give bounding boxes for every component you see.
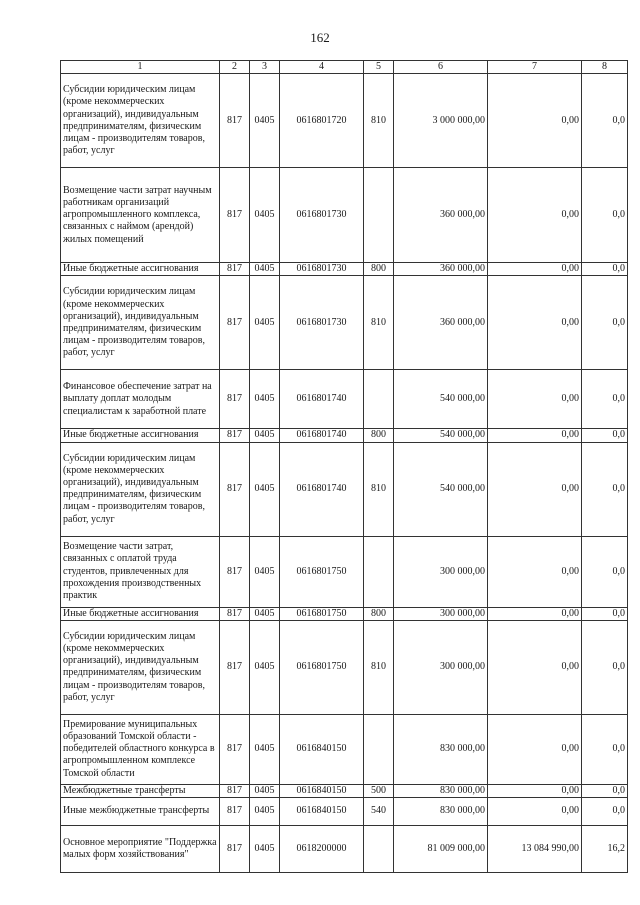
cell-admin-code: 817	[220, 714, 250, 784]
table-row	[61, 536, 628, 607]
cell-section-code: 0405	[250, 263, 280, 276]
cell-target-article: 0616801730	[280, 263, 364, 276]
column-header: 3	[250, 61, 280, 74]
cell-percent: 0,0	[582, 370, 628, 429]
row-name: Межбюджетные трансферты	[61, 784, 220, 797]
cell-section-code: 0405	[250, 370, 280, 429]
cell-expense-type	[364, 536, 394, 607]
page-number: 162	[310, 30, 330, 45]
cell-admin-code: 817	[220, 168, 250, 263]
cell-section-code: 0405	[250, 826, 280, 873]
table-row	[61, 370, 628, 429]
cell-admin-code: 817	[220, 607, 250, 620]
cell-percent: 0,0	[582, 263, 628, 276]
cell-actual-amount: 0,00	[488, 620, 582, 714]
cell-planned-amount: 540 000,00	[394, 442, 488, 536]
cell-expense-type: 810	[364, 276, 394, 370]
column-header: 6	[394, 61, 488, 74]
cell-section-code: 0405	[250, 429, 280, 442]
cell-target-article: 0616840150	[280, 798, 364, 826]
cell-target-article: 0616801740	[280, 370, 364, 429]
cell-section-code: 0405	[250, 798, 280, 826]
cell-section-code: 0405	[250, 714, 280, 784]
cell-actual-amount: 0,00	[488, 714, 582, 784]
cell-planned-amount: 81 009 000,00	[394, 826, 488, 873]
cell-expense-type: 800	[364, 607, 394, 620]
row-name: Возмещение части затрат, связанных с оплатой труда студентов, привлеченных для прохождения производственных практик	[61, 536, 220, 607]
budget-table	[60, 60, 628, 873]
cell-admin-code: 817	[220, 798, 250, 826]
table-row	[61, 74, 628, 168]
cell-target-article: 0618200000	[280, 826, 364, 873]
cell-planned-amount: 300 000,00	[394, 536, 488, 607]
cell-admin-code: 817	[220, 536, 250, 607]
cell-actual-amount: 0,00	[488, 370, 582, 429]
table-row	[61, 442, 628, 536]
cell-planned-amount: 830 000,00	[394, 784, 488, 797]
cell-expense-type	[364, 826, 394, 873]
cell-expense-type	[364, 370, 394, 429]
row-name: Возмещение части затрат научным работникам организаций агропромышленного комплекса, связанных с наймом (арендой) жилых помещений	[61, 168, 220, 263]
cell-planned-amount: 830 000,00	[394, 714, 488, 784]
cell-target-article: 0616801730	[280, 168, 364, 263]
cell-section-code: 0405	[250, 276, 280, 370]
cell-expense-type: 810	[364, 442, 394, 536]
row-name: Финансовое обеспечение затрат на выплату доплат молодым специалистам к заработной плате	[61, 370, 220, 429]
row-name: Иные бюджетные ассигнования	[61, 607, 220, 620]
row-name: Субсидии юридическим лицам (кроме некоммерческих организаций), индивидуальным предпринимателям, физическим лицам - производителям товаров, работ, услуг	[61, 74, 220, 168]
table-row	[61, 784, 628, 797]
cell-actual-amount: 0,00	[488, 168, 582, 263]
column-header: 1	[61, 61, 220, 74]
cell-admin-code: 817	[220, 826, 250, 873]
cell-section-code: 0405	[250, 168, 280, 263]
cell-admin-code: 817	[220, 276, 250, 370]
column-header: 5	[364, 61, 394, 74]
cell-percent: 0,0	[582, 607, 628, 620]
row-name: Субсидии юридическим лицам (кроме некоммерческих организаций), индивидуальным предпринимателям, физическим лицам - производителям товаров, работ, услуг	[61, 620, 220, 714]
row-name: Субсидии юридическим лицам (кроме некоммерческих организаций), индивидуальным предпринимателям, физическим лицам - производителям товаров, работ, услуг	[61, 442, 220, 536]
cell-target-article: 0616801750	[280, 607, 364, 620]
column-header: 7	[488, 61, 582, 74]
cell-expense-type	[364, 714, 394, 784]
cell-actual-amount: 0,00	[488, 74, 582, 168]
table-header-row	[61, 61, 628, 74]
cell-percent: 0,0	[582, 784, 628, 797]
column-header: 4	[280, 61, 364, 74]
table-row	[61, 607, 628, 620]
cell-target-article: 0616801730	[280, 276, 364, 370]
cell-target-article: 0616801740	[280, 442, 364, 536]
cell-target-article: 0616801750	[280, 536, 364, 607]
cell-section-code: 0405	[250, 536, 280, 607]
row-name: Иные межбюджетные трансферты	[61, 798, 220, 826]
table-row	[61, 429, 628, 442]
cell-expense-type: 540	[364, 798, 394, 826]
cell-section-code: 0405	[250, 620, 280, 714]
cell-actual-amount: 0,00	[488, 429, 582, 442]
cell-planned-amount: 360 000,00	[394, 168, 488, 263]
cell-percent: 0,0	[582, 798, 628, 826]
cell-actual-amount: 0,00	[488, 784, 582, 797]
cell-actual-amount: 0,00	[488, 263, 582, 276]
cell-percent: 0,0	[582, 74, 628, 168]
cell-admin-code: 817	[220, 370, 250, 429]
table-row	[61, 168, 628, 263]
cell-planned-amount: 360 000,00	[394, 263, 488, 276]
cell-actual-amount: 0,00	[488, 798, 582, 826]
cell-planned-amount: 360 000,00	[394, 276, 488, 370]
cell-section-code: 0405	[250, 442, 280, 536]
row-name: Субсидии юридическим лицам (кроме некоммерческих организаций), индивидуальным предпринимателям, физическим лицам - производителям товаров, работ, услуг	[61, 276, 220, 370]
cell-actual-amount: 13 084 990,00	[488, 826, 582, 873]
cell-admin-code: 817	[220, 263, 250, 276]
cell-percent: 16,2	[582, 826, 628, 873]
cell-admin-code: 817	[220, 620, 250, 714]
cell-expense-type: 800	[364, 429, 394, 442]
cell-section-code: 0405	[250, 784, 280, 797]
cell-planned-amount: 3 000 000,00	[394, 74, 488, 168]
cell-actual-amount: 0,00	[488, 276, 582, 370]
cell-percent: 0,0	[582, 620, 628, 714]
cell-admin-code: 817	[220, 74, 250, 168]
cell-admin-code: 817	[220, 784, 250, 797]
cell-planned-amount: 300 000,00	[394, 620, 488, 714]
cell-actual-amount: 0,00	[488, 442, 582, 536]
cell-target-article: 0616801740	[280, 429, 364, 442]
column-header: 8	[582, 61, 628, 74]
cell-target-article: 0616801720	[280, 74, 364, 168]
cell-percent: 0,0	[582, 536, 628, 607]
cell-expense-type	[364, 168, 394, 263]
cell-planned-amount: 540 000,00	[394, 429, 488, 442]
cell-percent: 0,0	[582, 442, 628, 536]
cell-section-code: 0405	[250, 74, 280, 168]
cell-actual-amount: 0,00	[488, 607, 582, 620]
table-row	[61, 263, 628, 276]
cell-target-article: 0616840150	[280, 784, 364, 797]
cell-percent: 0,0	[582, 714, 628, 784]
cell-expense-type: 500	[364, 784, 394, 797]
cell-target-article: 0616801750	[280, 620, 364, 714]
row-name: Основное мероприятие "Поддержка малых форм хозяйствования"	[61, 826, 220, 873]
cell-planned-amount: 830 000,00	[394, 798, 488, 826]
cell-percent: 0,0	[582, 429, 628, 442]
cell-section-code: 0405	[250, 607, 280, 620]
row-name: Премирование муниципальных образований Томской области - победителей областного конкурса в агропромышленном комплексе Томской области	[61, 714, 220, 784]
table-row	[61, 798, 628, 826]
cell-admin-code: 817	[220, 429, 250, 442]
cell-expense-type: 810	[364, 620, 394, 714]
cell-actual-amount: 0,00	[488, 536, 582, 607]
cell-planned-amount: 300 000,00	[394, 607, 488, 620]
table-row	[61, 276, 628, 370]
cell-admin-code: 817	[220, 442, 250, 536]
cell-target-article: 0616840150	[280, 714, 364, 784]
row-name: Иные бюджетные ассигнования	[61, 429, 220, 442]
cell-expense-type: 800	[364, 263, 394, 276]
column-header: 2	[220, 61, 250, 74]
table-row	[61, 620, 628, 714]
table-row	[61, 826, 628, 873]
cell-percent: 0,0	[582, 168, 628, 263]
cell-planned-amount: 540 000,00	[394, 370, 488, 429]
cell-expense-type: 810	[364, 74, 394, 168]
row-name: Иные бюджетные ассигнования	[61, 263, 220, 276]
table-row	[61, 714, 628, 784]
cell-percent: 0,0	[582, 276, 628, 370]
